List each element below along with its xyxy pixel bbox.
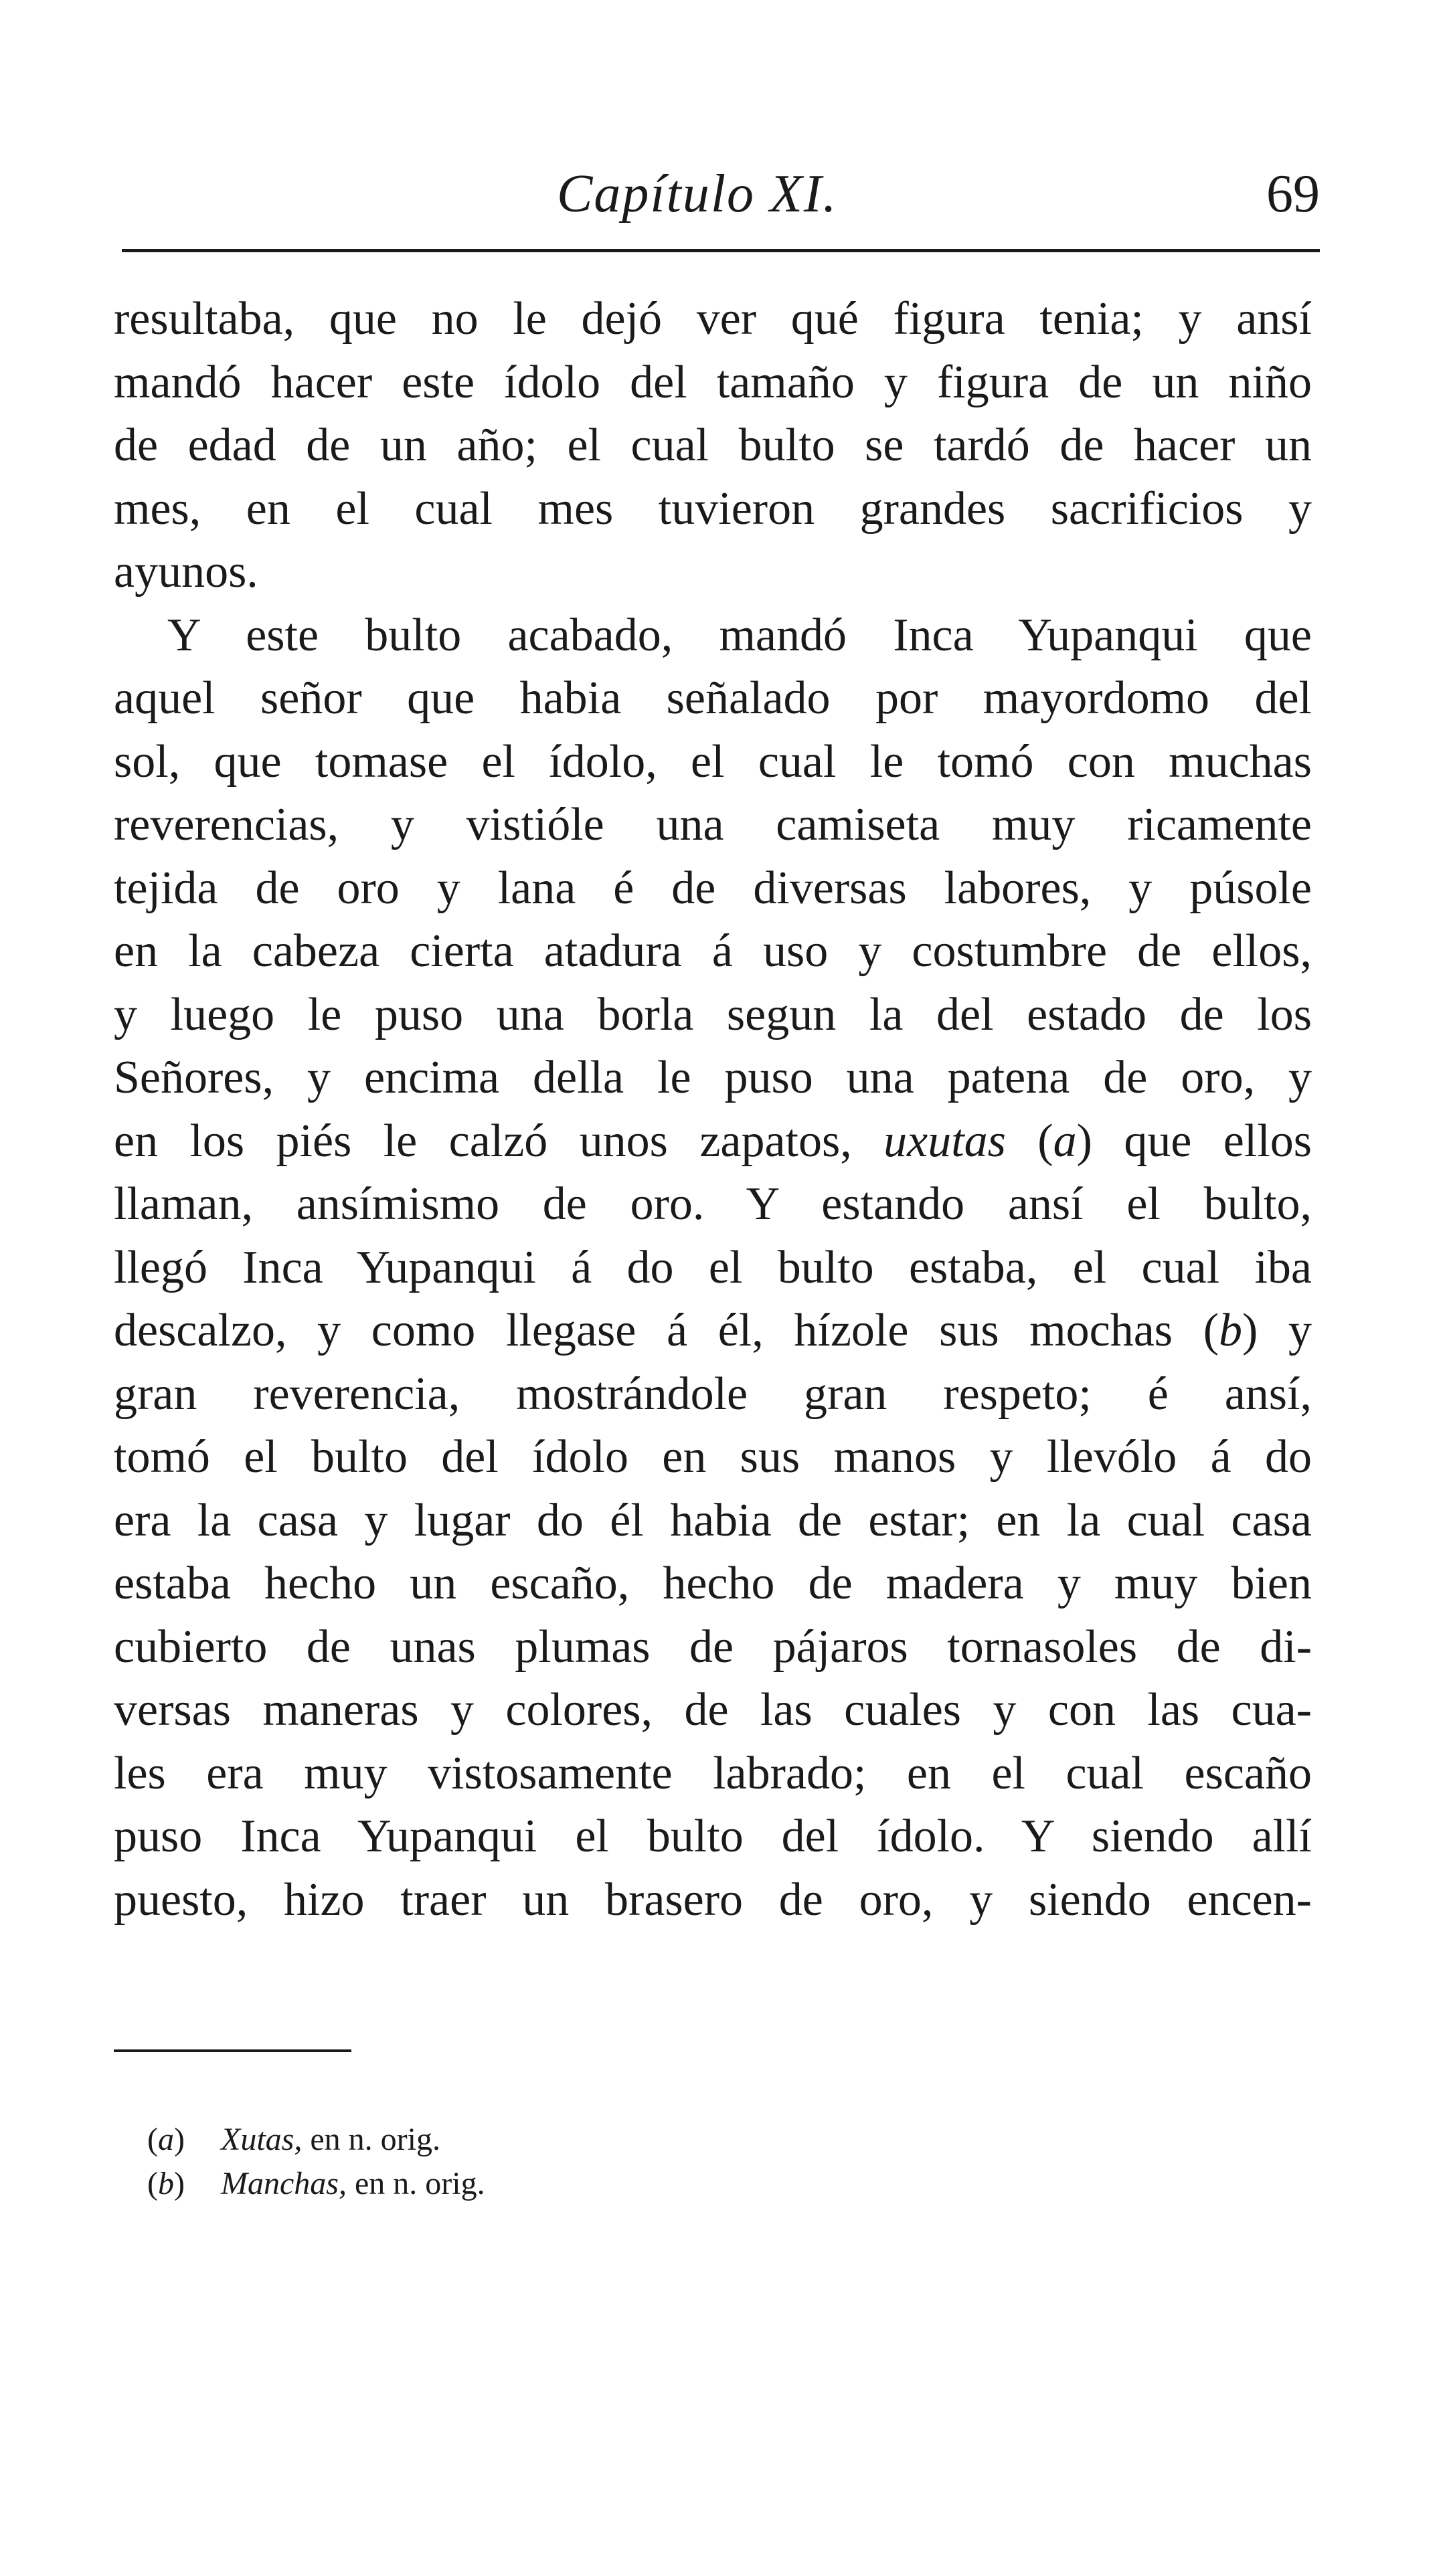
text-line: tejida de oro y lana é de diversas labores, y púsole [114,862,1312,914]
footnote-b [147,2162,1084,2206]
page-number: 69 [1266,165,1320,223]
line-text: y [1288,1305,1312,1356]
note-ref-b: b [1219,1305,1243,1356]
footnote-text: en n. orig. [310,2122,440,2157]
text-line: versas maneras y colores, de las cuales y con las cua- [114,1684,1312,1736]
footnote-a [147,2118,1084,2162]
note-ref-a: a [1053,1115,1077,1167]
footnote-marker: (b) [147,2166,185,2201]
text-line: mes, en el cual mes tuvieron grandes sacrificios y [114,482,1312,535]
text-line: de edad de un año; el cual bulto se tardó de hacer un [114,420,1312,471]
footnote-rule [114,2049,351,2052]
text-line: y luego le puso una borla segun la del estado de los [114,988,1312,1040]
chapter-title: Capítulo XI. [557,165,838,223]
footnotes [147,2118,1084,2206]
footnote-term: Xutas, [221,2122,303,2157]
text-line: mandó hacer este ídolo del tamaño y figura de un niño [114,356,1312,408]
text-line: llegó Inca Yupanqui á do el bulto estaba, el cual iba [114,1241,1312,1293]
text-line: estaba hecho un escaño, hecho de madera y muy bien [114,1558,1312,1609]
text-line: puesto, hizo traer un brasero de oro, y siendo encen- [114,1873,1312,1926]
line-text: en los piés le calzó unos zapatos, [114,1115,852,1167]
text-line: resultaba, que no le dejó ver qué figura tenia; y ansí [114,293,1312,345]
text-line: era la casa y lugar do él habia de estar; en la cual casa [114,1494,1312,1546]
text-line-note-a: en los piés le calzó unos zapatos, uxutas (a) que ellos [114,1115,1312,1167]
text-line: sol, que tomase el ídolo, el cual le tomó con muchas [114,735,1312,788]
footnote-marker: (a) [147,2122,185,2157]
running-head [122,154,1320,234]
text-line: reverencias, y vistióle una camiseta muy ricamente [114,799,1312,850]
text-line: en la cabeza cierta atadura á uso y costumbre de ellos, [114,925,1312,977]
text-line: ayunos. [114,546,258,597]
footnote-marker-letter: b [157,2166,174,2201]
body-text [114,288,1312,1932]
text-line: Y este bulto acabado, mandó Inca Yupanqui que [167,609,1312,661]
footnote-text: en n. orig. [354,2166,485,2201]
header-rule [122,249,1320,252]
text-line: aquel señor que habia señalado por mayordomo del [114,672,1312,724]
text-line: cubierto de unas plumas de pájaros tornasoles de di- [114,1621,1312,1673]
text-line: les era muy vistosamente labrado; en el cual escaño [114,1747,1312,1799]
text-line: puso Inca Yupanqui el bulto del ídolo. Y siendo allí [114,1811,1312,1862]
text-line: llaman, ansímismo de oro. Y estando ansí el bulto, [114,1178,1312,1230]
footnote-marker-letter: a [157,2122,174,2157]
text-line-note-b: descalzo, y como llegase á él, hízole sus mochas (b) y [114,1305,1312,1356]
text-line: Señores, y encima della le puso una patena de oro, y [114,1052,1312,1103]
term-uxutas: uxutas [883,1115,1006,1167]
footnote-term: Manchas, [221,2166,347,2201]
text-line: tomó el bulto del ídolo en sus manos y llevólo á do [114,1431,1312,1483]
text-line: gran reverencia, mostrándole gran respeto; é ansí, [114,1368,1312,1420]
line-text: descalzo, y como llegase á él, hízole sus mochas [114,1305,1173,1356]
line-text: que ellos [1124,1115,1312,1167]
